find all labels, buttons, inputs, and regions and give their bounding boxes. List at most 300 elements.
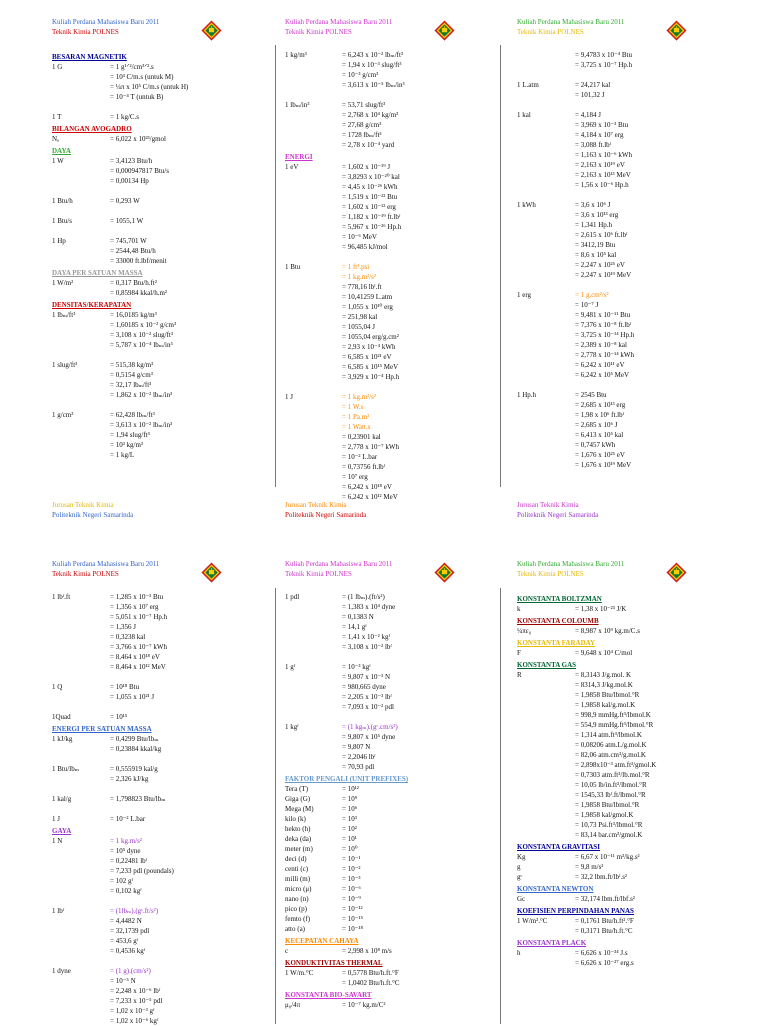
unit-label: 1 g/cm³: [52, 411, 74, 419]
conversion-value: = 1,798823 Btu/lbₘ: [110, 795, 166, 803]
header-subtitle: Teknik Kimia POLNES: [517, 570, 584, 578]
conversion-value: = 1728 lbₘ/ft³: [342, 131, 382, 139]
conversion-value: = 3,613 x 10⁻⁵ lbₘ/in³: [342, 81, 405, 89]
conversion-value: = 745,701 W: [110, 237, 147, 245]
conversion-value: = 10⁻¹⁸: [342, 925, 363, 933]
conversion-value: = 2,163 x 10¹³ MeV: [575, 171, 631, 179]
unit-label: 1 N: [52, 837, 63, 845]
conversion-value: = 1,94 x 10⁻³ slug/ft³: [342, 61, 402, 69]
conversion-value: = 10,41259 L.atm: [342, 293, 393, 301]
conversion-value: = 1,9858 Btu/lbmol.°R: [575, 691, 640, 699]
unit-label: k: [517, 605, 521, 613]
conversion-entry: [52, 734, 237, 754]
value-list: [110, 814, 237, 824]
section-heading: KONSTANTA GRAVITASI: [517, 843, 600, 851]
value-list: [342, 262, 500, 382]
unit-label: c: [285, 947, 289, 955]
value-list: [342, 592, 500, 652]
conversion-value: = 2,248 x 10⁻⁶ lbᶠ: [110, 987, 161, 995]
unit-label: 1 Btu: [285, 263, 301, 271]
conversion-entry: [285, 262, 500, 382]
value-list: [342, 794, 500, 804]
header-subtitle: Teknik Kimia POLNES: [285, 28, 352, 36]
unit-label: milli (m): [285, 875, 311, 883]
conversion-value: = 2,389 x 10⁻⁸ kal: [575, 341, 627, 349]
conversion-value: = 16,0185 kg/m³: [110, 311, 157, 319]
conversion-value: = 1 W.s: [342, 403, 364, 411]
conversion-value: = 1,676 x 10¹⁹ MeV: [575, 461, 632, 469]
conversion-entry: [285, 946, 500, 956]
conversion-value: = 2,685 x 10⁶ J: [575, 421, 618, 429]
conversion-value: = 1,356 J: [110, 623, 136, 631]
conversion-value: = 6,413 x 10⁵ kal: [575, 431, 624, 439]
conversion-value: = 3,613 x 10⁻² lbₘ/in³: [110, 421, 173, 429]
header-title: Kuliah Perdana Mahasiswa Baru 2011: [52, 18, 160, 26]
value-list: [110, 906, 237, 956]
conversion-entry: [285, 904, 500, 914]
conversion-value: = 0,7303 atm.ft³/lb.mol.°R: [575, 771, 650, 779]
conversion-value: = 10⁻⁷ J: [575, 301, 599, 309]
value-list: [575, 894, 727, 904]
conversion-entry: [285, 794, 500, 804]
conversion-value: = 1,055 x 10¹⁰ erg: [342, 303, 393, 311]
conversion-entry: [285, 834, 500, 844]
conversion-entry: [285, 662, 500, 712]
section-heading: DAYA PER SATUAN MASSA: [52, 269, 143, 277]
spacer: [517, 100, 727, 110]
value-list: [342, 914, 500, 924]
conversion-entry: [285, 894, 500, 904]
conversion-value: = 1,356 x 10⁷ erg: [110, 603, 159, 611]
unit-label: 1Quad: [52, 713, 71, 721]
conversion-value: = 1 kg.m²/s²: [342, 393, 377, 401]
section-heading: DAYA: [52, 147, 71, 155]
conversion-value: = 4,184 x 10⁷ erg: [575, 131, 624, 139]
conversion-value: = 2,685 x 10¹³ erg: [575, 401, 626, 409]
conversion-value: = 10⁻⁵ N: [110, 977, 136, 985]
column-divider: [275, 45, 276, 487]
conversion-value: = 0,555919 kal/g: [110, 765, 158, 773]
header-title: Kuliah Perdana Mahasiswa Baru 2011: [52, 560, 160, 568]
unit-label: 1 W/m².°C: [517, 917, 548, 925]
unit-label: 1 lbₘ/ft³: [52, 311, 76, 319]
spacer: [52, 702, 237, 712]
conversion-value: = 101,32 J: [575, 91, 605, 99]
value-list: [342, 874, 500, 884]
unit-label: Kg: [517, 853, 526, 861]
value-list: [342, 804, 500, 814]
section-heading: BILANGAN AVOGADRO: [52, 125, 132, 133]
conversion-value: = 70,93 pdl: [342, 763, 375, 771]
unit-label: 1 W: [52, 157, 64, 165]
value-list: [110, 410, 237, 460]
conversion-value: = 9,807 x 10⁻³ N: [342, 673, 391, 681]
conversion-value: = (1 kgₘ).(gᶜ.cm/s²): [342, 723, 398, 731]
unit-label: F: [517, 649, 521, 657]
footer-institution: Politeknik Negeri Samarinda: [285, 511, 367, 519]
value-list: [342, 784, 500, 794]
conversion-value: = 515,38 kg/m³: [110, 361, 154, 369]
conversion-value: = 2,93 x 10⁻⁴ kWh: [342, 343, 396, 351]
conversion-entry: [517, 872, 727, 882]
page-header: [285, 17, 392, 37]
section-heading: KONSTANTA PLACK: [517, 939, 587, 947]
value-list: [342, 864, 500, 874]
unit-label: 1 lbₘ/in³: [285, 101, 310, 109]
unit-label: meter (m): [285, 845, 313, 853]
footer-department: Jurusan Teknik Kimia: [517, 501, 579, 509]
unit-label: Giga (G): [285, 795, 311, 803]
conversion-entry: [517, 290, 727, 380]
conversion-value: = 0,85984 kkal/h.m²: [110, 289, 167, 297]
section-heading: KONSTANTA BOLTZMAN: [517, 595, 602, 603]
conversion-entry: [285, 1000, 500, 1010]
conversion-value: = 1,602 x 10⁻¹² erg: [342, 203, 396, 211]
conversion-value: = 3,969 x 10⁻³ Btu: [575, 121, 629, 129]
conversion-value: = 2,768 x 10⁴ kg/m³: [342, 111, 399, 119]
spacer: [285, 382, 500, 392]
unit-label: 1 J: [52, 815, 60, 823]
page-header: [517, 559, 624, 579]
conversion-entry: [517, 862, 727, 872]
conversion-entry: [285, 784, 500, 794]
value-list: [110, 112, 237, 122]
conversion-value: = 3,088 ft.lbᶠ: [575, 141, 612, 149]
page-footer: [52, 500, 133, 520]
conversion-value: = 2,205 x 10⁻³ lbᶠ: [342, 693, 392, 701]
conversion-value: = 1055,04 J: [342, 323, 375, 331]
spacer: [52, 400, 237, 410]
conversion-entry: [517, 390, 727, 470]
value-list: [342, 50, 500, 90]
conversion-value: = 0,5154 g/cm³: [110, 371, 153, 379]
conversion-value: = 1,383 x 10⁴ dyne: [342, 603, 396, 611]
unit-label: 1 W/m²: [52, 279, 74, 287]
value-list: [575, 862, 727, 872]
unit-label: deka (da): [285, 835, 312, 843]
conversion-value: = 7,376 x 10⁻⁸ ft.lbᶠ: [575, 321, 632, 329]
conversion-entry: [52, 134, 237, 144]
conversion-value: = 10¹²: [342, 785, 359, 793]
spacer: [517, 190, 727, 200]
section-heading: GAYA: [52, 827, 72, 835]
value-list: [575, 50, 727, 70]
section-heading: ENERGI: [285, 153, 313, 161]
conversion-value: = 6,585 x 10¹⁵ MeV: [342, 363, 399, 371]
conversion-value: = 3,108 x 10⁻² lbᶠ: [342, 643, 392, 651]
value-list: [110, 360, 237, 400]
value-list: [110, 134, 237, 144]
conversion-value: = 1,285 x 10⁻³ Btu: [110, 593, 164, 601]
conversion-entry: [52, 712, 237, 722]
conversion-value: = 14,1 gᶠ: [342, 623, 367, 631]
page-header: [285, 559, 392, 579]
spacer: [52, 226, 237, 236]
value-list: [110, 712, 237, 722]
conversion-value: = 4,45 x 10⁻²⁶ kWh: [342, 183, 398, 191]
conversion-value: = 10⁻⁹: [342, 895, 361, 903]
conversion-entry: [285, 824, 500, 834]
conversion-entry: [52, 310, 237, 350]
conversion-value: = 10⁻² L.bar: [110, 815, 146, 823]
spacer: [52, 350, 237, 360]
conversion-entry: [285, 968, 500, 988]
value-list: [110, 216, 237, 226]
value-list: [342, 162, 500, 252]
value-list: [575, 948, 727, 968]
value-list: [575, 604, 727, 614]
conversion-value: = 453,6 gᶠ: [110, 937, 139, 945]
unit-label: 1 erg: [517, 291, 532, 299]
conversion-value: = 102 gᶠ: [110, 877, 133, 885]
polnes-logo-icon: [666, 20, 687, 41]
conversion-value: = 6,626 x 10⁻³⁴ J.s: [575, 949, 628, 957]
column-divider: [500, 588, 501, 1024]
conversion-entry: [517, 648, 727, 658]
column-divider: [500, 45, 501, 487]
conversion-value: = ¼π x 10⁵ C/m.s (untuk H): [110, 83, 189, 91]
conversion-value: = 5,967 x 10⁻²⁶ Hp.h: [342, 223, 402, 231]
conversion-value: = 10⁷ erg: [342, 473, 368, 481]
conversion-value: = (1 g).(cm/s²): [110, 967, 151, 975]
conversion-entry: [52, 236, 237, 266]
conversion-value: = 27,68 g/cm³: [342, 121, 382, 129]
conversion-value: = 0,4299 Btu/lbₘ: [110, 735, 159, 743]
conversion-value: = 96,485 kJ/mol: [342, 243, 388, 251]
conversion-entry: [52, 682, 237, 702]
conversion-value: = 1 ft³.psi: [342, 263, 370, 271]
spacer: [285, 652, 500, 662]
conversion-entry: [52, 836, 237, 896]
section-heading: KONSTANTA GAS: [517, 661, 577, 669]
conversion-value: = 8,464 x 10¹⁸ eV: [110, 653, 160, 661]
unit-label: 1 Btu/lbₘ: [52, 765, 80, 773]
polnes-logo-icon: [666, 562, 687, 583]
conversion-value: = 8,987 x 10⁹ kg.m/C.s: [575, 627, 640, 635]
unit-label: 1 Hp: [52, 237, 66, 245]
content-column: [285, 50, 500, 502]
value-list: [110, 734, 237, 754]
conversion-entry: [285, 914, 500, 924]
spacer: [285, 252, 500, 262]
unit-label: Tera (T): [285, 785, 309, 793]
unit-label: 1 Hp.h: [517, 391, 537, 399]
page-footer: [517, 500, 598, 520]
conversion-value: = 2,778 x 10⁻⁷ kWh: [342, 443, 399, 451]
conversion-value: = 1,862 x 10⁻² lbₘ/in³: [110, 391, 173, 399]
value-list: [575, 110, 727, 190]
conversion-entry: [517, 110, 727, 190]
value-list: [342, 722, 500, 772]
conversion-value: = 10¹⁸ Btu: [110, 683, 140, 691]
conversion-entry: [285, 854, 500, 864]
conversion-entry: [517, 852, 727, 862]
conversion-value: = 10⁹: [342, 795, 358, 803]
footer-department: Jurusan Teknik Kimia: [285, 501, 347, 509]
content-column: [517, 592, 727, 968]
conversion-value: = (1 lbₘ).(ft/s²): [342, 593, 385, 601]
content-column: [52, 592, 237, 1026]
conversion-value: = 2,2046 lbᶠ: [342, 753, 376, 761]
value-list: [575, 200, 727, 280]
conversion-value: = 82,06 atm.cm³/g.mol.K: [575, 751, 646, 759]
conversion-value: = 2,998 x 10⁸ m/s: [342, 947, 392, 955]
value-list: [342, 100, 500, 150]
unit-label: centi (c): [285, 865, 309, 873]
conversion-value: = 10⁻³: [342, 875, 361, 883]
conversion-value: = 10⁻¹⁵: [342, 915, 363, 923]
conversion-value: = 778,16 lbᶠ.ft: [342, 283, 382, 291]
conversion-value: = 0,23901 kal: [342, 433, 381, 441]
unit-label: 1 kal: [517, 111, 531, 119]
conversion-value: = 1 Pa.m³: [342, 413, 370, 421]
conversion-entry: [517, 670, 727, 840]
conversion-value: = 32,174 lbm.ft/lbf.s²: [575, 895, 635, 903]
value-list: [342, 1000, 500, 1010]
conversion-value: = 0,08206 atm.L/g.mol.K: [575, 741, 647, 749]
conversion-value: = 53,71 slug/ft³: [342, 101, 386, 109]
conversion-value: = 0,73756 ft.lbᶠ: [342, 463, 386, 471]
conversion-value: = 10⁻⁶: [342, 885, 361, 893]
conversion-value: = 0,3171 Btu/h.ft.°C: [575, 927, 633, 935]
value-list: [575, 872, 727, 882]
section-heading: KONDUKTIVITAS THERMAL: [285, 959, 383, 967]
conversion-value: = 1,9858 kal/g.mol.K: [575, 701, 636, 709]
conversion-value: = 0,4536 kgᶠ: [110, 947, 146, 955]
conversion-entry: [52, 62, 237, 102]
conversion-entry: [285, 162, 500, 252]
value-list: [342, 814, 500, 824]
conversion-value: = 10⁻¹²: [342, 905, 363, 913]
section-heading: KONSTANTA COLOUMB: [517, 617, 599, 625]
unit-label: Gc: [517, 895, 526, 903]
unit-label: R: [517, 671, 522, 679]
unit-label: micro (μ): [285, 885, 312, 893]
conversion-value: = 9,807 x 10⁵ dyne: [342, 733, 396, 741]
conversion-value: = 62,428 lbₘ/ft³: [110, 411, 155, 419]
section-heading: KONSTANTA NEWTON: [517, 885, 594, 893]
section-heading: KONSTANTA FARADAY: [517, 639, 596, 647]
conversion-value: = 6,242 x 10¹² MeV: [342, 493, 398, 501]
conversion-value: = 10³ C/m.s (untuk M): [110, 73, 174, 81]
conversion-entry: [285, 874, 500, 884]
conversion-value: = 1,055 x 10²¹ J: [110, 693, 155, 701]
value-list: [342, 884, 500, 894]
spacer: [52, 804, 237, 814]
conversion-value: = 0,22481 lbᶠ: [110, 857, 148, 865]
conversion-value: = 10⁻³ kgᶠ: [342, 663, 371, 671]
conversion-value: = 251,98 kal: [342, 313, 378, 321]
conversion-entry: [285, 592, 500, 652]
conversion-value: = 10⁻²: [342, 865, 361, 873]
unit-label: ¼πε₀: [517, 627, 532, 635]
value-list: [575, 648, 727, 658]
spacer: [52, 186, 237, 196]
conversion-value: = 1,676 x 10²⁵ eV: [575, 451, 625, 459]
section-heading: DENSITAS/KERAPATAN: [52, 301, 132, 309]
conversion-entry: [517, 626, 727, 636]
conversion-value: = 1,98 x 10⁶ ft.lbᶠ: [575, 411, 625, 419]
unit-label: 1 kgᶠ: [285, 723, 299, 731]
conversion-value: = 1,9858 kal/gmol.K: [575, 811, 634, 819]
conversion-value: = 8,464 x 10¹² MeV: [110, 663, 166, 671]
conversion-value: = 8,6 x 10⁵ kal: [575, 251, 617, 259]
conversion-value: = 1055,04 erg/g.cm²: [342, 333, 399, 341]
conversion-entry: [285, 804, 500, 814]
value-list: [110, 592, 237, 672]
conversion-value: = 1 g.cm²/s²: [575, 291, 609, 299]
conversion-entry: [517, 50, 727, 70]
unit-label: 1 T: [52, 113, 62, 121]
conversion-value: = 2,247 x 10¹⁹ MeV: [575, 271, 632, 279]
conversion-entry: [52, 278, 237, 298]
conversion-value: = 3,725 x 10⁻¹⁴ Hp.h: [575, 331, 635, 339]
conversion-entry: [517, 916, 727, 936]
page-footer: [285, 500, 366, 520]
unit-label: kilo (k): [285, 815, 306, 823]
content-column: [517, 50, 727, 470]
conversion-value: = 2545 Btu: [575, 391, 607, 399]
conversion-value: = 0,293 W: [110, 197, 140, 205]
conversion-entry: [517, 604, 727, 614]
conversion-value: = 0,317 Btu/h.ft²: [110, 279, 157, 287]
conversion-value: = 2,615 x 10⁶ ft.lbᶠ: [575, 231, 628, 239]
page-header: [517, 17, 624, 37]
value-list: [110, 966, 237, 1026]
value-list: [110, 278, 237, 298]
conversion-entry: [285, 814, 500, 824]
conversion-value: = 32,2 lbm.ft/lbᶠ.s²: [575, 873, 628, 881]
conversion-value: = 1,60185 x 10⁻² g/cm³: [110, 321, 177, 329]
spacer: [285, 90, 500, 100]
unit-label: 1 Btu/s: [52, 217, 73, 225]
section-heading: BESARAN MAGNETIK: [52, 53, 127, 61]
conversion-entry: [52, 216, 237, 226]
spacer: [52, 672, 237, 682]
unit-label: 1 G: [52, 63, 63, 71]
conversion-value: = 1,02 x 10⁻⁶ kgᶠ: [110, 1017, 159, 1025]
conversion-value: = 10⁻⁷ kg.m/C²: [342, 1001, 386, 1009]
conversion-value: = 2,778 x 10⁻¹⁴ kWh: [575, 351, 635, 359]
value-list: [575, 852, 727, 862]
conversion-entry: [52, 112, 237, 122]
unit-label: 1 slug/ft³: [52, 361, 78, 369]
conversion-value: = 980,665 dyne: [342, 683, 386, 691]
conversion-value: = 9,648 x 10⁴ C/mol: [575, 649, 633, 657]
conversion-value: = 1,94 slug/ft³: [110, 431, 150, 439]
conversion-entry: [285, 722, 500, 772]
unit-label: μ₀/4π: [285, 1001, 301, 1009]
page-header: [52, 559, 159, 579]
conversion-entry: [285, 844, 500, 854]
conversion-value: = 9,8 m/s²: [575, 863, 604, 871]
unit-label: 1 J: [285, 393, 293, 401]
header-title: Kuliah Perdana Mahasiswa Baru 2011: [517, 560, 625, 568]
conversion-value: = 10⁻⁴ T (untuk B): [110, 93, 164, 101]
conversion-value: = 1,41 x 10⁻² kgᶠ: [342, 633, 390, 641]
spacer: [52, 896, 237, 906]
unit-label: 1 eV: [285, 163, 299, 171]
conversion-value: = 9,807 N: [342, 743, 371, 751]
unit-label: 1 Q: [52, 683, 63, 691]
conversion-value: = 10⁵ dyne: [110, 847, 141, 855]
value-list: [110, 794, 237, 804]
spacer: [517, 380, 727, 390]
polnes-logo-icon: [434, 562, 455, 583]
header-subtitle: Teknik Kimia POLNES: [52, 28, 119, 36]
spacer: [517, 70, 727, 80]
unit-label: hekto (h): [285, 825, 311, 833]
